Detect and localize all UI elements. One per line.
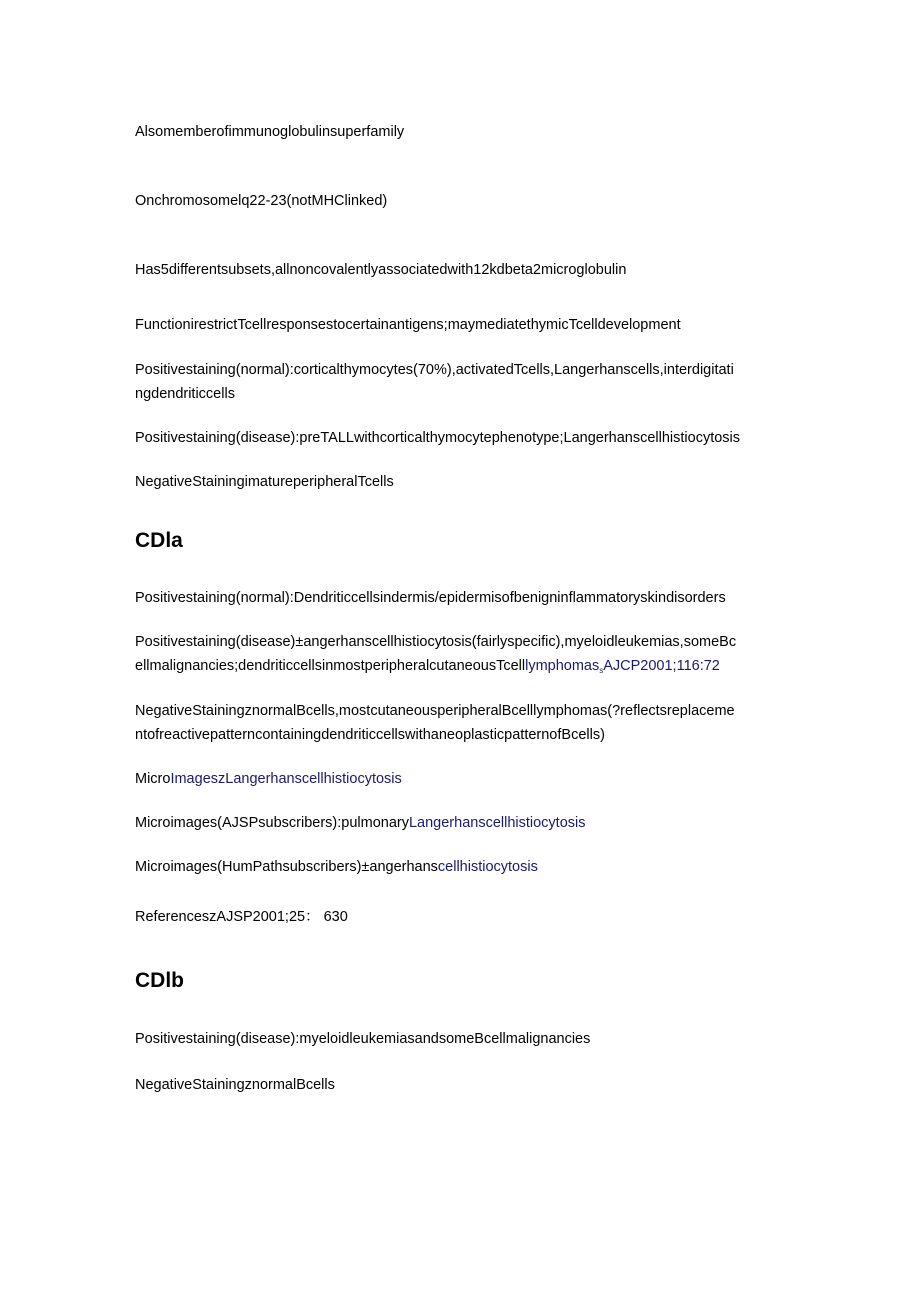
micro-prefix: Micro — [135, 771, 171, 787]
ajcp-reference-link[interactable]: AJCP2001;116:72 — [603, 658, 720, 674]
positive-normal-line2: ngdendriticcells — [135, 386, 235, 402]
cd1b-positive-disease: Positivestaining(disease):myeloidleukemiasandsomeBcellmalignancies — [135, 1031, 591, 1047]
paragraph-negative-staining: NegativeStainingimatureperipheralTcells — [135, 474, 394, 490]
cd1a-micro-images — [135, 767, 785, 791]
heading-cd1a: CDla — [135, 529, 183, 552]
positive-normal-line1: Positivestaining(normal):corticalthymocytes(70%),activatedTcells,Langerhanscells,interdigitati — [135, 362, 734, 378]
micro-images-link[interactable]: ImageszLangerhanscellhistiocytosis — [170, 771, 402, 787]
cd1a-ajsp-images — [135, 811, 785, 835]
paragraph-superfamily: Alsomemberofimmunoglobulinsuperfamily — [135, 124, 405, 140]
ajsp-langerhans-link[interactable]: Langerhanscellhistiocytosis — [408, 815, 586, 831]
humpath-prefix: Microimages(HumPathsubscribers)±angerhans — [135, 859, 438, 875]
cd1a-humpath-images — [135, 855, 785, 879]
cd1a-references: ReferenceszAJSP2001;25： 630 — [135, 909, 348, 925]
cd1a-positive-disease-line2: ellmalignancies;dendriticcellsinmostperipheralcutaneousTcell — [135, 658, 526, 674]
paragraph-subsets: Has5differentsubsets,allnoncovalentlyassociatedwith12kdbeta2microglobulin — [135, 262, 627, 278]
heading-cd1b: CDlb — [135, 969, 184, 992]
paragraph-function: FunctionirestrictTcellresponsestocertainantigens;maymediatethymicTcelldevelopment — [135, 317, 681, 333]
cd1b-negative-staining: NegativeStainingznormalBcells — [135, 1077, 335, 1093]
cd1a-positive-disease — [135, 630, 785, 683]
lymphomas-subscript: s — [599, 666, 604, 675]
cd1a-negative-staining — [135, 699, 785, 747]
ajsp-prefix: Microimages(AJSPsubscribers):pulmonary — [135, 815, 409, 831]
lymphomas-link[interactable]: lymphomas — [525, 658, 600, 674]
cd1a-negative-line1: NegativeStainingznormalBcells,mostcutaneousperipheralBcelllymphomas(?reflectsreplaceme — [135, 703, 735, 719]
cd1a-positive-disease-line1: Positivestaining(disease)±angerhanscellhistiocytosis(fairlyspecific),myeloidleukemias,someBc — [135, 634, 737, 650]
paragraph-chromosome: Onchromosomelq22-23(notMHClinked) — [135, 193, 388, 209]
paragraph-positive-disease: Positivestaining(disease):preTALLwithcorticalthymocytephenotype;Langerhanscellhistiocytosis — [135, 430, 741, 446]
cd1a-negative-line2: ntofreactivepatterncontainingdendriticcellswithaneoplasticpatternofBcells) — [135, 727, 605, 743]
humpath-histiocytosis-link[interactable]: cellhistiocytosis — [437, 859, 538, 875]
cd1a-positive-normal: Positivestaining(normal):Dendriticcellsindermis/epidermisofbenigninflammatoryskindisorders — [135, 590, 726, 606]
paragraph-positive-normal — [135, 358, 785, 406]
